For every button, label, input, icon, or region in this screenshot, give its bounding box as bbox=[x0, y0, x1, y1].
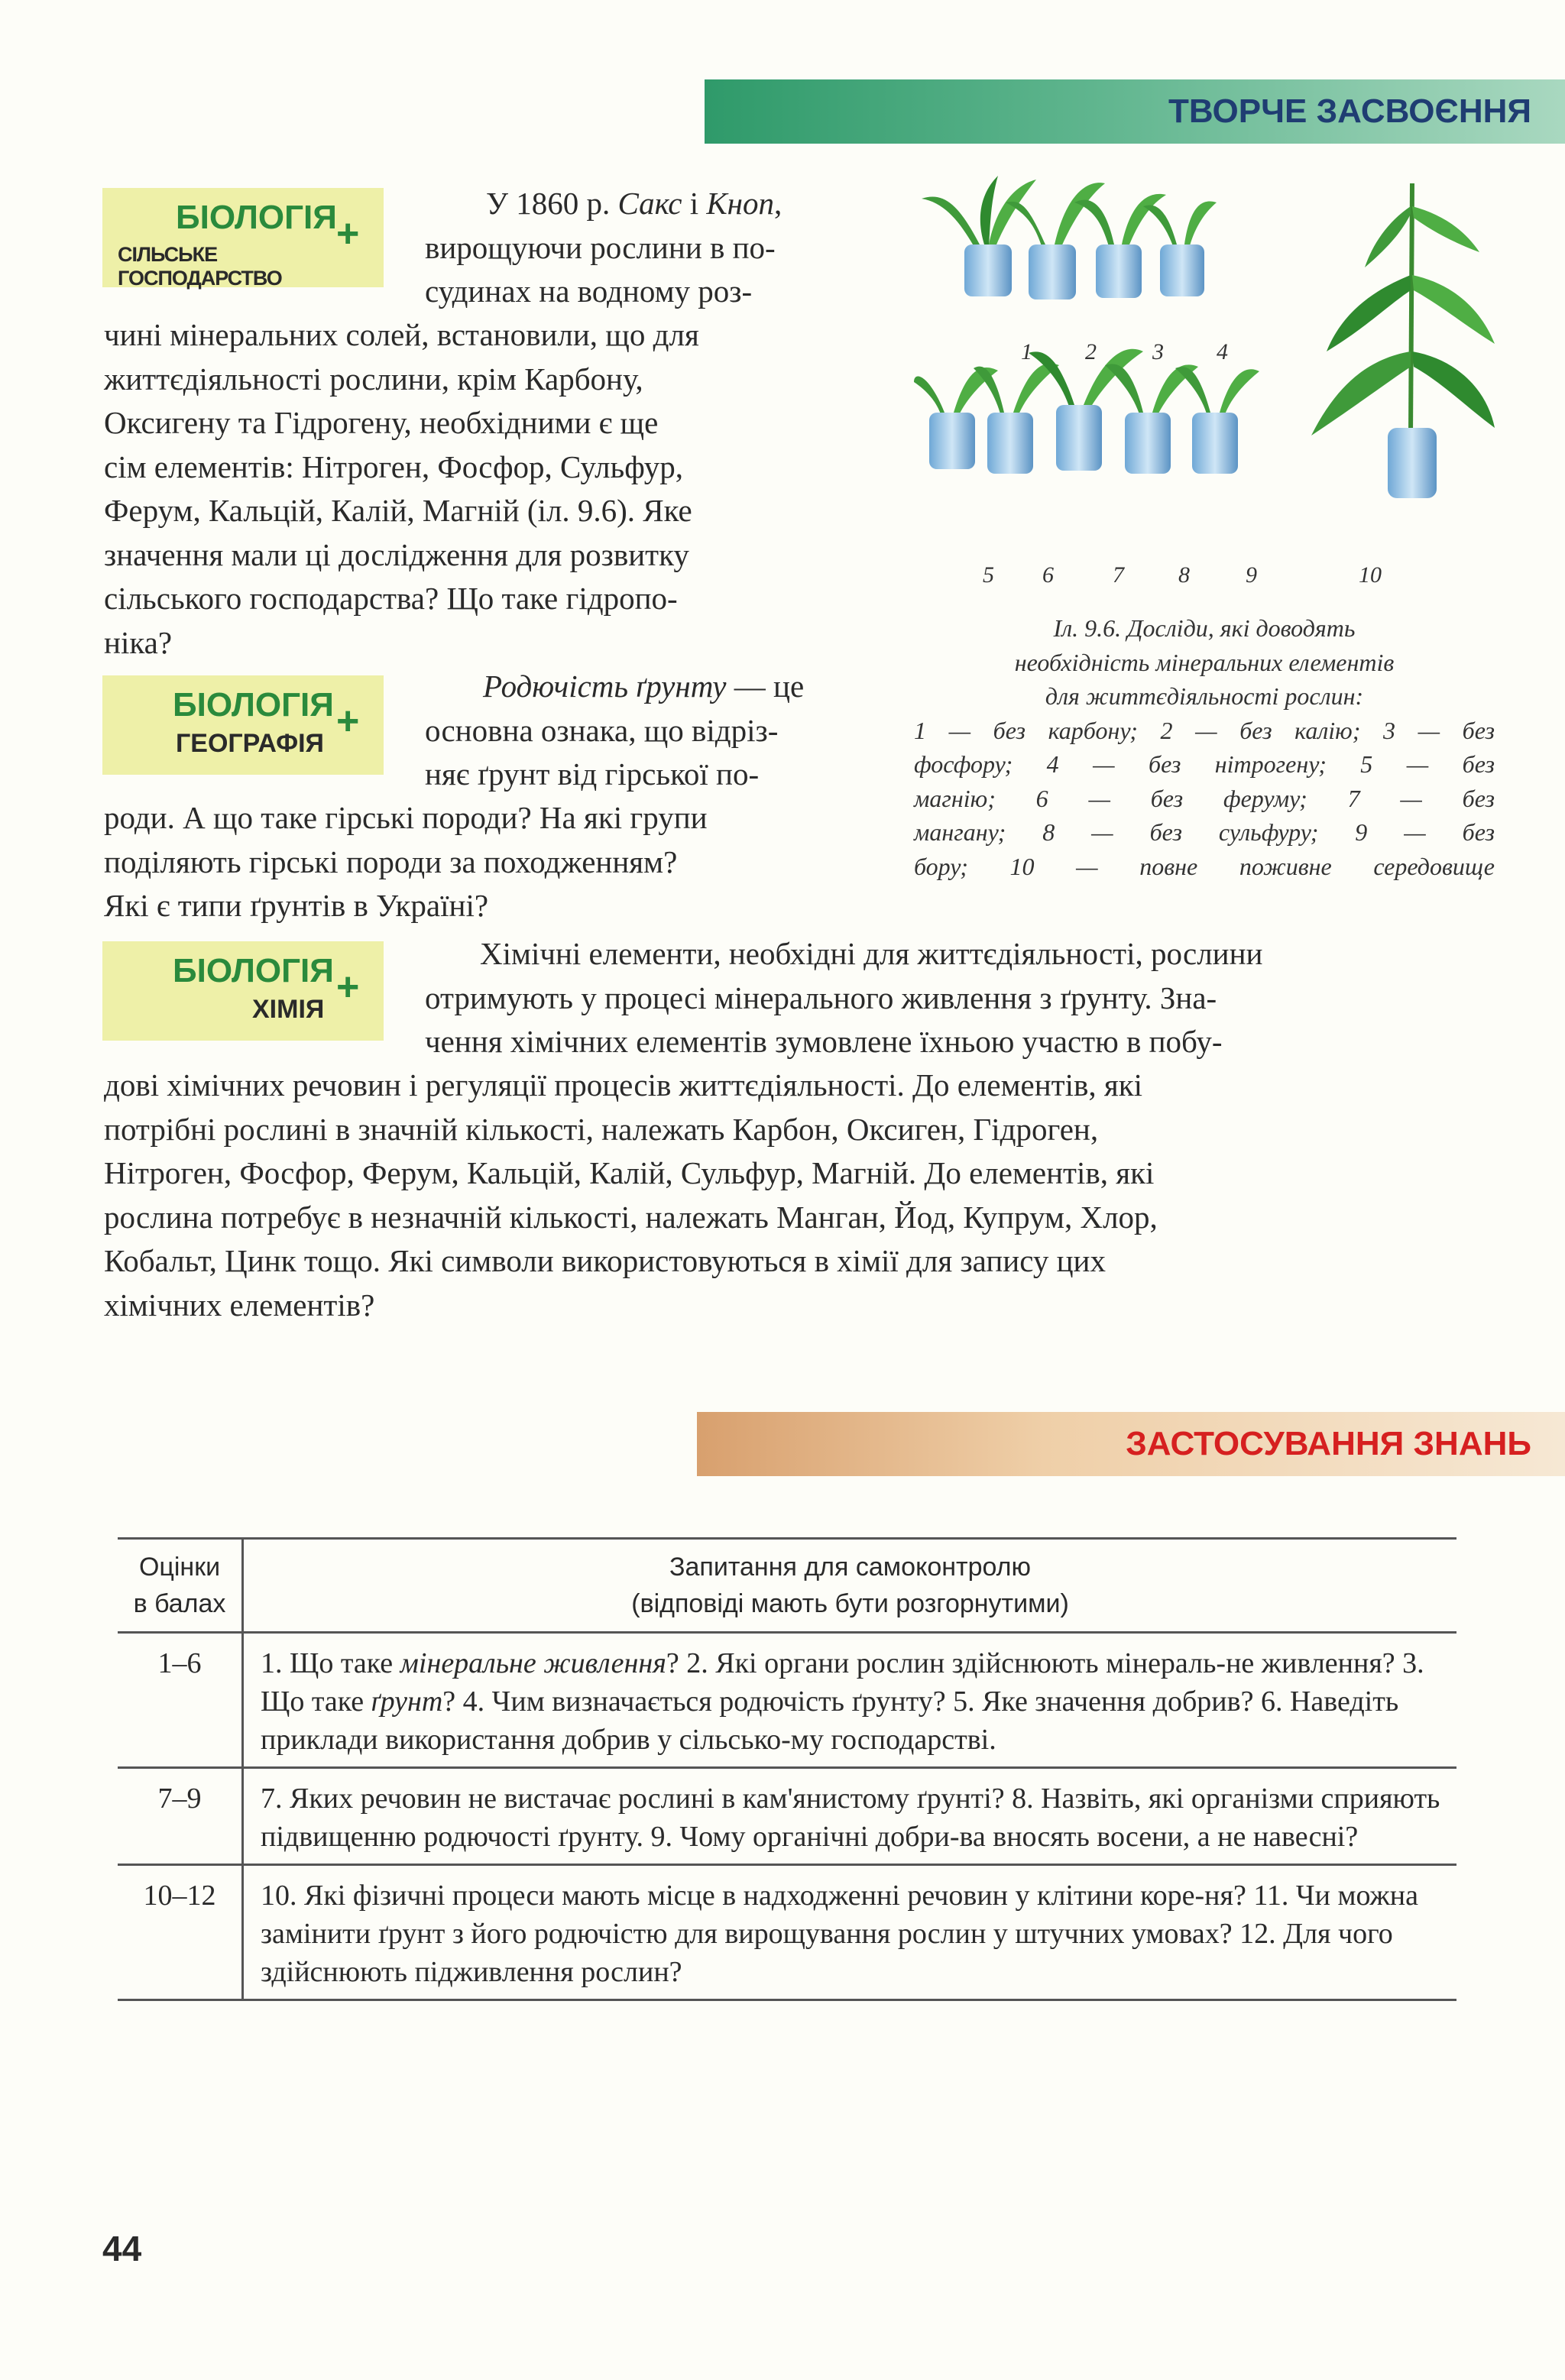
banner-title: ТВОРЧЕ ЗАСВОЄННЯ bbox=[1168, 92, 1531, 130]
self-check-table bbox=[118, 1537, 1456, 2001]
figure-label: 7 bbox=[1113, 562, 1124, 588]
tag-biology-agriculture bbox=[102, 188, 384, 290]
jar-plant-8 bbox=[1105, 364, 1198, 474]
plus-icon: + bbox=[336, 212, 360, 256]
header-questions: Запитання для самоконтролю (відповіді мають бути розгорнутими) bbox=[243, 1539, 1457, 1633]
table-row bbox=[118, 1865, 1456, 2000]
header-scores: Оцінки в балах bbox=[118, 1539, 243, 1633]
paragraph-sachs-knop: У 1860 р. Сакс і Кноп, вирощуючи рослини в по- судинах на водному роз- bbox=[425, 186, 782, 309]
figure-label: 2 bbox=[1085, 339, 1097, 364]
banner-title: ЗАСТОСУВАННЯ ЗНАНЬ bbox=[1126, 1425, 1531, 1462]
tag-biology-geography bbox=[102, 675, 384, 775]
figure-label: 9 bbox=[1246, 562, 1257, 588]
questions-cell: 10. Які фізичні процеси мають місце в надходженні речовин у клітини коре-ня? 11. Чи можна замінити ґрунт з його родючістю для вирощування рослин у штучних умовах? 12. Для чого здійснюють підживлення рослин? bbox=[243, 1865, 1457, 2000]
score-cell: 1–6 bbox=[118, 1633, 243, 1768]
tag-title: БІОЛОГІЯ bbox=[176, 199, 337, 236]
table-header-row bbox=[118, 1539, 1456, 1633]
figure-label: 3 bbox=[1152, 339, 1164, 364]
questions-cell: 1. Що таке мінеральне живлення? 2. Які органи рослин здійснюють мінераль-не живлення? 3. Що таке ґрунт? 4. Чим визначається родючість ґрунту? 5. Яке значення добрив? 6. Наведіть приклади використання добрив у сільсько-му господарстві. bbox=[243, 1633, 1457, 1768]
tag-subtitle: ХІМІЯ bbox=[252, 995, 325, 1024]
jar-plant-6 bbox=[974, 364, 1059, 474]
plant-experiment-illustration bbox=[914, 160, 1495, 588]
page-number: 44 bbox=[102, 2229, 142, 2268]
figure-label: 6 bbox=[1042, 562, 1054, 588]
paragraph-chemical-elements-cont: дові хімічних речовин і регуляції процесів життєдіяльності. До елементів, які потрібні рослині в значній кількості, належать Карбон, Оксиген, Гідроген, Нітроген, Фосфор, Ферум, Кальцій, Калій, Сульфур, Магній. До елементів, які рослина потребує в незначній кількості, належать Манган, Йод, Купрум, Хлор, Кобальт, Цинк тощо. Які символи використовуються в хімії для запису цих хімічних елементів? bbox=[104, 1067, 1158, 1323]
jar-plant-10 bbox=[1311, 183, 1495, 498]
paragraph-sachs-knop-cont: чині мінеральних солей, встановили, що для життєдіяльності рослини, крім Карбону, Оксигену та Гідрогену, необхідними є ще сім елементів: Нітроген, Фосфор, Сульфур, Ферум, Кальцій, Калій, Магній (іл. 9.6). Яке значення мали ці дослідження для розвитку сільського господарства? Що таке гідропо- ніка? bbox=[104, 317, 699, 660]
figure-label: 4 bbox=[1217, 339, 1228, 364]
tag-subtitle: СІЛЬСЬКЕ ГОСПОДАРСТВО bbox=[118, 243, 282, 290]
questions-cell: 7. Яких речовин не вистачає рослині в кам'янистому ґрунті? 8. Назвіть, які організми сприяють підвищенню родючості ґрунту. 9. Чому органічні добри-ва вносять восени, а не навесні? bbox=[243, 1768, 1457, 1865]
figure-label: 5 bbox=[983, 562, 994, 588]
score-cell: 10–12 bbox=[118, 1865, 243, 2000]
paragraph-soil-fertility-cont: роди. А що таке гірські породи? На які групи поділяють гірські породи за походженням? Які є типи ґрунтів в Україні? bbox=[104, 800, 708, 923]
table-row bbox=[118, 1633, 1456, 1768]
jar-plant-5 bbox=[914, 368, 998, 469]
plus-icon: + bbox=[336, 965, 360, 1009]
tag-subtitle: ГЕОГРАФІЯ bbox=[176, 729, 324, 758]
jar-plant-4 bbox=[1143, 202, 1217, 296]
plus-icon: + bbox=[336, 699, 360, 743]
figure-caption: Іл. 9.6. Досліди, які доводять необхідність мінеральних елементів для життєдіяльності рослин: 1 — без карбону; 2 — без калію; 3 — без фосфору; 4 — без нітрогену; 5 — без магнію; 6 — без феруму; 7 — без мангану; 8 — без сульфуру; 9 — без бору; 10 — повне поживне середовище bbox=[914, 614, 1495, 880]
paragraph-chemical-elements: Хімічні елементи, необхідні для життєдіяльності, рослини отримують у процесі мінерального живлення з ґрунту. Зна- чення хімічних елементів зумовлене їхньою участю в побу- bbox=[425, 936, 1263, 1059]
jar-plant-9 bbox=[1175, 367, 1259, 474]
tag-title: БІОЛОГІЯ bbox=[173, 952, 334, 989]
figure-label: 10 bbox=[1359, 562, 1382, 588]
tag-biology-chemistry bbox=[102, 941, 384, 1041]
tag-title: БІОЛОГІЯ bbox=[173, 686, 334, 724]
section-banner-creative bbox=[705, 79, 1565, 144]
section-banner-apply bbox=[697, 1412, 1565, 1476]
table-row bbox=[118, 1768, 1456, 1865]
figure-label: 1 bbox=[1021, 339, 1032, 364]
score-cell: 7–9 bbox=[118, 1768, 243, 1865]
paragraph-soil-fertility: Родючість ґрунту — це основна ознака, що відріз- няє ґрунт від гірської по- bbox=[425, 669, 805, 792]
jar-plant-1 bbox=[922, 176, 1036, 296]
figure-label: 8 bbox=[1178, 562, 1190, 588]
